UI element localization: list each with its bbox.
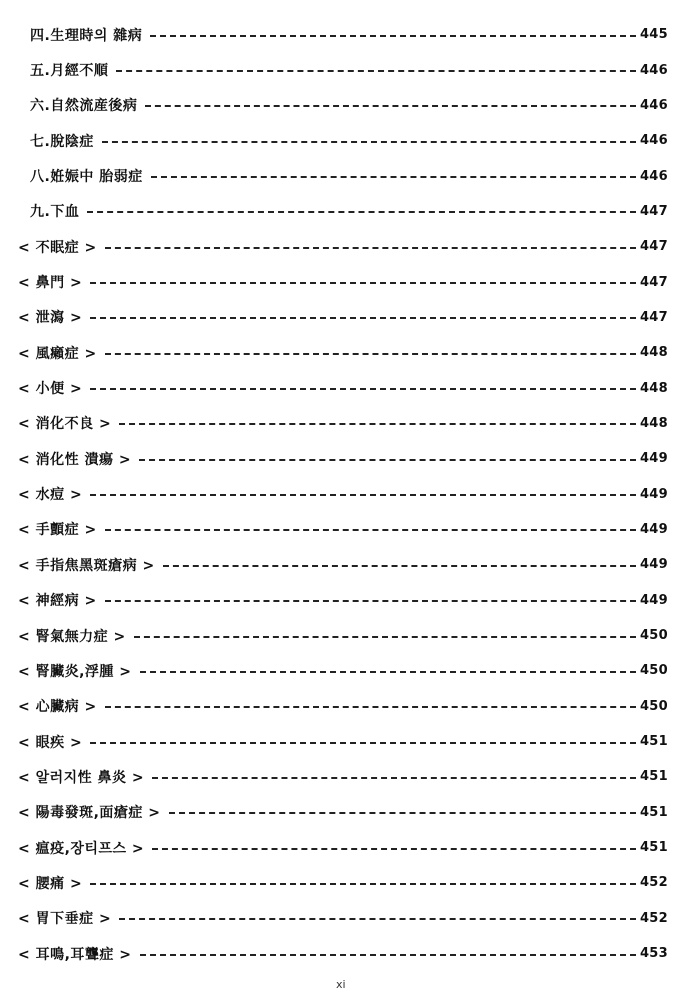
toc-entry xyxy=(18,406,668,441)
dot-leader xyxy=(119,918,636,920)
toc-entry-title: < 泄瀉 > xyxy=(18,310,83,327)
page-folio: xi xyxy=(336,978,346,991)
dot-leader xyxy=(105,529,636,531)
toc-entry-title: 五.月經不順 xyxy=(30,63,109,80)
dot-leader xyxy=(119,423,636,425)
toc-entry-title: < 耳鳴,耳聾症 > xyxy=(18,946,132,963)
dot-leader xyxy=(163,565,636,567)
toc-entry-page-number: 449 xyxy=(639,557,668,573)
toc-entry xyxy=(18,158,668,193)
toc-entry-page-number: 451 xyxy=(639,840,668,856)
dot-leader xyxy=(87,211,636,213)
toc-entry-page-number: 447 xyxy=(639,203,668,219)
toc-entry xyxy=(18,194,668,229)
toc-entry-title: < 消化不良 > xyxy=(18,416,112,433)
dot-leader xyxy=(105,706,636,708)
toc-entry xyxy=(18,547,668,582)
dot-leader xyxy=(140,671,636,673)
toc-entry-page-number: 446 xyxy=(639,168,668,184)
toc-entry-title: < 鼻門 > xyxy=(18,275,83,292)
toc-entry xyxy=(18,370,668,405)
toc-entry-title: 七.脫陰症 xyxy=(30,133,94,150)
toc-entry-page-number: 451 xyxy=(639,769,668,785)
dot-leader xyxy=(102,141,636,143)
dot-leader xyxy=(145,105,636,107)
toc-entry-title: 四.生理時의 雜病 xyxy=(30,27,143,44)
toc-entry xyxy=(18,724,668,759)
dot-leader xyxy=(90,317,636,319)
toc-entry-title: 八.姙娠中 胎弱症 xyxy=(30,169,143,186)
toc-entry-page-number: 447 xyxy=(639,274,668,290)
toc-entry xyxy=(18,335,668,370)
dot-leader xyxy=(152,848,636,850)
dot-leader xyxy=(151,176,636,178)
dot-leader xyxy=(105,600,636,602)
toc-entry-page-number: 450 xyxy=(639,628,668,644)
toc-entry-title: < 腎氣無力症 > xyxy=(18,628,126,645)
toc-entry-page-number: 445 xyxy=(639,27,668,43)
toc-entry-title: < 手指焦黑斑瘡病 > xyxy=(18,557,155,574)
toc-entry-page-number: 451 xyxy=(639,804,668,820)
toc-entry-page-number: 448 xyxy=(639,345,668,361)
toc-entry xyxy=(18,830,668,865)
dot-leader xyxy=(105,247,636,249)
toc-entry-title: < 神經病 > xyxy=(18,593,97,610)
dot-leader xyxy=(90,494,636,496)
toc-entry-page-number: 450 xyxy=(639,698,668,714)
toc-entry-page-number: 452 xyxy=(639,910,668,926)
toc-entry-title: < 手顫症 > xyxy=(18,522,97,539)
dot-leader xyxy=(105,353,636,355)
toc-entry xyxy=(18,653,668,688)
toc-entry-title: < 瘟疫,장티프스 > xyxy=(18,840,145,857)
toc-entry-page-number: 447 xyxy=(639,239,668,255)
toc-entry xyxy=(18,123,668,158)
toc-entry xyxy=(18,17,668,52)
toc-entry-page-number: 447 xyxy=(639,309,668,325)
toc-entry-title: 九.下血 xyxy=(30,204,80,221)
toc-entry-page-number: 449 xyxy=(639,592,668,608)
toc-entry-page-number: 449 xyxy=(639,451,668,467)
toc-entry-page-number: 452 xyxy=(639,875,668,891)
toc-entry-title: < 水痘 > xyxy=(18,487,83,504)
toc-entry-page-number: 451 xyxy=(639,734,668,750)
toc-entry-title: < 腰痛 > xyxy=(18,875,83,892)
dot-leader xyxy=(150,35,636,37)
toc-entry xyxy=(18,795,668,830)
dot-leader xyxy=(169,812,636,814)
toc-entry xyxy=(18,759,668,794)
dot-leader xyxy=(152,777,636,779)
dot-leader xyxy=(140,954,636,956)
toc-entry-page-number: 448 xyxy=(639,380,668,396)
toc-entry-title: < 眼疾 > xyxy=(18,734,83,751)
toc-entry-title: < 알러지性 鼻炎 > xyxy=(18,769,145,786)
toc-entry xyxy=(18,901,668,936)
dot-leader xyxy=(90,742,636,744)
toc-entry-page-number: 446 xyxy=(639,62,668,78)
toc-entry xyxy=(18,689,668,724)
toc-entry xyxy=(18,512,668,547)
toc-entry-title: < 胃下垂症 > xyxy=(18,911,112,928)
toc-entry-page-number: 453 xyxy=(639,946,668,962)
toc-entry xyxy=(18,264,668,299)
toc-entry-page-number: 450 xyxy=(639,663,668,679)
dot-leader xyxy=(90,388,636,390)
toc-entry xyxy=(18,583,668,618)
toc-entry-page-number: 446 xyxy=(639,133,668,149)
toc-entry-title: 六.自然流産後病 xyxy=(30,98,138,115)
toc-entry xyxy=(18,936,668,971)
table-of-contents xyxy=(18,17,668,971)
toc-entry-title: < 腎臟炎,浮腫 > xyxy=(18,663,132,680)
toc-entry-page-number: 449 xyxy=(639,486,668,502)
dot-leader xyxy=(116,70,636,72)
dot-leader xyxy=(139,459,636,461)
dot-leader xyxy=(90,883,636,885)
toc-entry-title: < 消化性 潰瘍 > xyxy=(18,451,132,468)
dot-leader xyxy=(90,282,636,284)
toc-entry-page-number: 446 xyxy=(639,97,668,113)
toc-entry-title: < 風癩症 > xyxy=(18,345,97,362)
toc-entry-title: < 小便 > xyxy=(18,381,83,398)
toc-entry xyxy=(18,52,668,87)
toc-entry xyxy=(18,618,668,653)
toc-entry-title: < 陽毒發斑,面瘡症 > xyxy=(18,805,161,822)
toc-entry xyxy=(18,476,668,511)
toc-entry xyxy=(18,229,668,264)
dot-leader xyxy=(134,636,636,638)
toc-entry xyxy=(18,441,668,476)
toc-entry xyxy=(18,88,668,123)
toc-entry xyxy=(18,865,668,900)
toc-entry-title: < 心臟病 > xyxy=(18,699,97,716)
toc-entry xyxy=(18,300,668,335)
toc-entry-page-number: 448 xyxy=(639,415,668,431)
toc-entry-page-number: 449 xyxy=(639,521,668,537)
toc-entry-title: < 不眠症 > xyxy=(18,239,97,256)
